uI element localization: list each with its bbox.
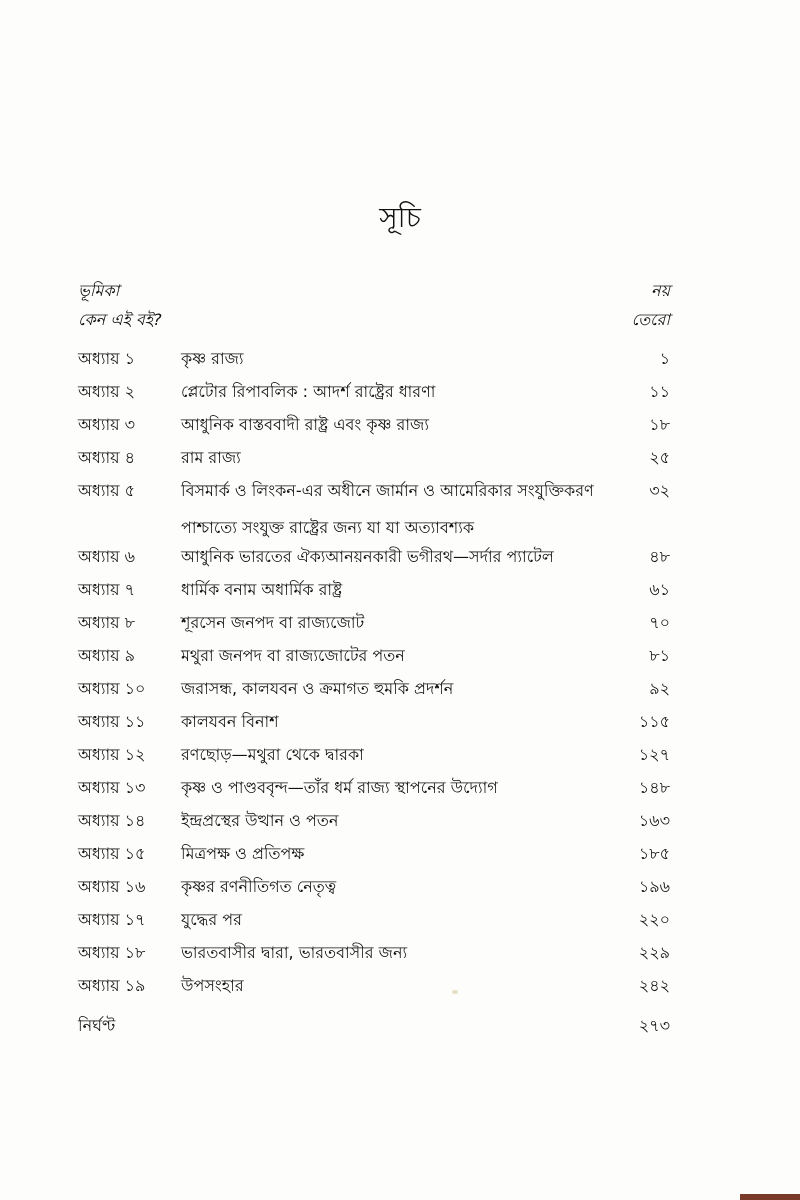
chapter-number: অধ্যায় ৬ xyxy=(78,547,136,566)
chapter-row xyxy=(78,874,670,907)
chapter-row xyxy=(78,841,670,874)
chapter-row xyxy=(78,445,670,478)
preface-row xyxy=(78,278,670,304)
chapter-number: অধ্যায় ১১ xyxy=(78,712,146,731)
chapter-number: অধ্যায় ১৮ xyxy=(78,943,146,962)
chapter-page: ১১ xyxy=(649,382,670,401)
chapter-title: শূরসেন জনপদ বা রাজ্যজোট xyxy=(181,613,365,632)
chapter-row xyxy=(78,379,670,412)
chapter-title: মথুরা জনপদ বা রাজ্যজোটের পতন xyxy=(181,646,405,665)
chapter-row xyxy=(78,346,670,379)
chapter-page: ৯২ xyxy=(649,679,670,698)
chapter-page: ২২৯ xyxy=(638,943,670,962)
chapter-title: কৃষ্ণ রাজ্য xyxy=(181,349,244,368)
chapter-number: অধ্যায় ১৬ xyxy=(78,877,146,896)
chapter-title: বিসমার্ক ও লিংকন-এর অধীনে জার্মান ও আমেরিকার সংযুক্তিকরণ xyxy=(181,481,594,500)
chapter-page: ১ xyxy=(659,349,670,368)
chapter-number: অধ্যায় ৫ xyxy=(78,481,135,500)
chapter-row xyxy=(78,412,670,445)
page-edge-shadow xyxy=(740,1194,800,1200)
preface-page: নয় xyxy=(651,281,670,300)
chapter-number: অধ্যায় ৯ xyxy=(78,646,135,665)
chapter-number: অধ্যায় ২ xyxy=(78,382,136,401)
chapter-row xyxy=(78,973,670,1006)
chapter-row xyxy=(78,709,670,742)
chapter-row xyxy=(78,742,670,775)
chapter-title: উপসংহার xyxy=(181,976,244,995)
index-page: ২৭৩ xyxy=(638,1016,670,1035)
chapter-title: আধুনিক ভারতের ঐক্যআনয়নকারী ভগীরথ—সর্দার প্যাটেল xyxy=(181,547,554,566)
chapter-number: অধ্যায় ১৭ xyxy=(78,910,146,929)
chapter-row xyxy=(78,676,670,709)
why-this-book-label: কেন এই বই? xyxy=(78,310,162,329)
chapter-number: অধ্যায় ৪ xyxy=(78,448,135,467)
chapter-row xyxy=(78,808,670,841)
chapter-page: ৮১ xyxy=(649,646,670,665)
chapter-title: রণছোড়—মথুরা থেকে দ্বারকা xyxy=(181,745,364,764)
chapter-page: ১৮৫ xyxy=(638,844,670,863)
chapter-row xyxy=(78,610,670,643)
chapter-page: ৪৮ xyxy=(649,547,670,566)
chapter-title: কৃষ্ণর রণনীতিগত নেতৃত্ব xyxy=(181,877,337,896)
chapter-title-block xyxy=(181,478,631,542)
chapter-title: কৃষ্ণ ও পাণ্ডববৃন্দ—তাঁর ধর্ম রাজ্য স্থাপনের উদ্যোগ xyxy=(181,778,498,797)
index-row xyxy=(78,1013,670,1039)
chapter-row xyxy=(78,544,670,577)
chapter-title: জরাসন্ধ, কালযবন ও ক্রমাগত হুমকি প্রদর্শন xyxy=(181,679,454,698)
chapter-number: অধ্যায় ১০ xyxy=(78,679,146,698)
chapter-page: ১৬৩ xyxy=(638,811,670,830)
chapter-title: কালযবন বিনাশ xyxy=(181,712,279,731)
chapter-title: রাম রাজ্য xyxy=(181,448,241,467)
chapter-row xyxy=(78,907,670,940)
paper-smudge xyxy=(452,990,458,994)
chapter-page: ২৫ xyxy=(649,448,670,467)
chapter-row xyxy=(78,643,670,676)
chapter-row xyxy=(78,478,670,544)
chapter-page: ৭০ xyxy=(649,613,670,632)
why-this-book-row xyxy=(78,307,670,333)
chapter-row xyxy=(78,940,670,973)
chapter-page: ৬১ xyxy=(649,580,670,599)
chapter-number: অধ্যায় ১৩ xyxy=(78,778,146,797)
chapter-number: অধ্যায় ১ xyxy=(78,349,135,368)
chapter-page: ১১৫ xyxy=(638,712,670,731)
chapter-number: অধ্যায় ৮ xyxy=(78,613,135,632)
chapter-title: ধার্মিক বনাম অধার্মিক রাষ্ট্র xyxy=(181,580,343,599)
chapter-page: ১৪৮ xyxy=(638,778,670,797)
chapter-title: আধুনিক বাস্তববাদী রাষ্ট্র এবং কৃষ্ণ রাজ্য xyxy=(181,415,429,434)
chapter-page: ১৯৬ xyxy=(638,877,670,896)
chapter-page: ৩২ xyxy=(649,481,670,500)
chapter-title: যুদ্ধের পর xyxy=(181,910,242,929)
chapter-number: অধ্যায় ১৪ xyxy=(78,811,146,830)
preface-label: ভূমিকা xyxy=(78,281,120,300)
chapter-title: প্লেটোর রিপাবলিক : আদর্শ রাষ্ট্রের ধারণা xyxy=(181,382,436,401)
chapter-number: অধ্যায় ১২ xyxy=(78,745,146,764)
chapter-row xyxy=(78,775,670,808)
table-of-contents xyxy=(78,346,670,1006)
chapter-number: অধ্যায় ১৫ xyxy=(78,844,146,863)
chapter-title: ইন্দ্রপ্রস্থের উত্থান ও পতন xyxy=(181,811,339,830)
page-title: সূচি xyxy=(379,201,421,234)
chapter-page: ১৮ xyxy=(649,415,670,434)
why-this-book-page: তেরো xyxy=(631,310,670,329)
chapter-title: মিত্রপক্ষ ও প্রতিপক্ষ xyxy=(181,844,305,863)
chapter-row xyxy=(78,577,670,610)
chapter-number: অধ্যায় ১৯ xyxy=(78,976,146,995)
chapter-number: অধ্যায় ৭ xyxy=(78,580,136,599)
chapter-subtitle: পাশ্চাত্যে সংযুক্ত রাষ্ট্রের জন্য যা যা অত্যাবশ্যক xyxy=(181,518,475,537)
chapter-page: ১২৭ xyxy=(638,745,670,764)
chapter-page: ২২০ xyxy=(638,910,670,929)
chapter-title: ভারতবাসীর দ্বারা, ভারতবাসীর জন্য xyxy=(181,943,408,962)
index-label: নির্ঘণ্ট xyxy=(78,1016,116,1035)
chapter-number: অধ্যায় ৩ xyxy=(78,415,136,434)
chapter-page: ২৪২ xyxy=(638,976,670,995)
